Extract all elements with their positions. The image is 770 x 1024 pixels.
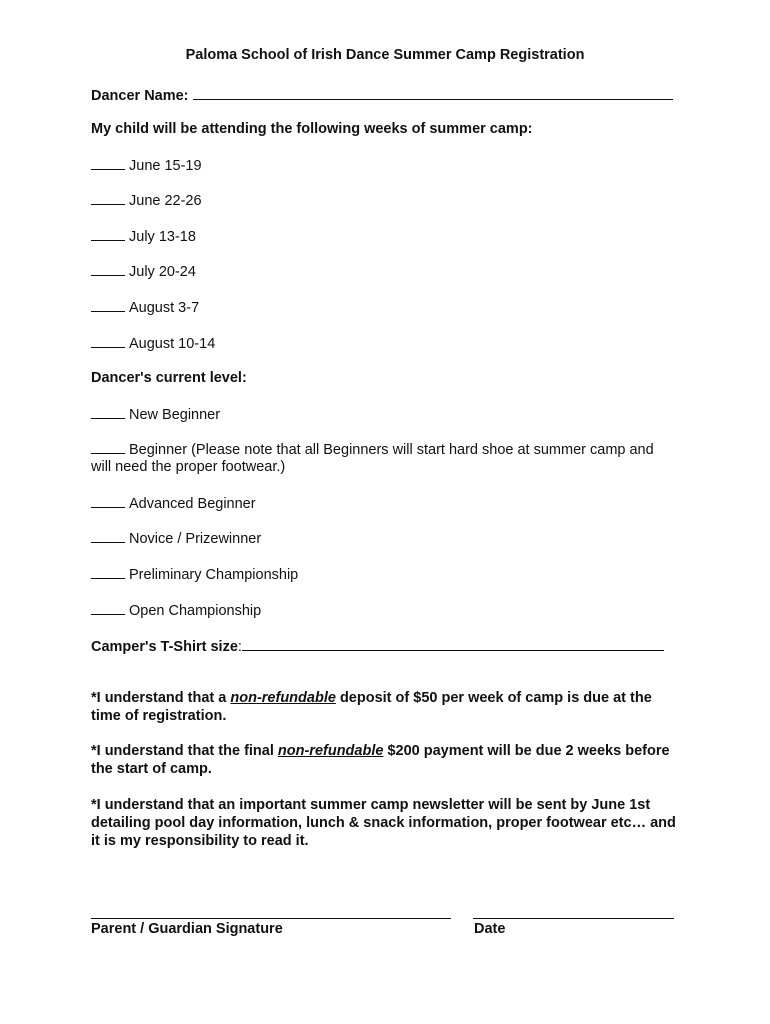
level-label: Novice / Prizewinner [129,531,262,547]
week-label: July 20-24 [129,264,196,280]
tshirt-row [91,636,681,656]
week-option [91,155,681,175]
level-option [91,404,681,424]
week-blank[interactable] [91,261,125,276]
date-line[interactable] [473,918,674,919]
week-blank[interactable] [91,155,125,170]
dancer-name-field[interactable] [193,85,673,100]
page-title: Paloma School of Irish Dance Summer Camp Registration [185,47,585,63]
tshirt-colon: : [237,639,242,655]
week-option [91,333,681,353]
week-blank[interactable] [91,190,125,205]
week-option [91,190,681,210]
week-blank[interactable] [91,333,125,348]
week-label: June 22-26 [129,193,202,209]
level-option [91,564,681,584]
statement-text: deposit of $50 per week of camp is due at the time of registration. [91,690,652,724]
level-label: Beginner (Please note that all Beginners will start hard shoe at summer camp and [129,442,654,458]
level-label: Advanced Beginner [129,496,256,512]
statement-final-payment [91,742,681,778]
statement-emphasis: non-refundable [230,690,336,706]
week-option [91,226,681,246]
level-note: will need the proper footwear.) [91,459,286,475]
week-label: June 15-19 [129,158,202,174]
level-blank[interactable] [91,493,125,508]
statement-newsletter: *I understand that an important summer camp newsletter will be sent by June 1st detailing pool day information, lunch & snack information, proper footwear etc… and it is my responsibility to read it. [91,797,676,849]
level-option [91,493,681,513]
week-option [91,297,681,317]
level-label: Preliminary Championship [129,567,299,583]
week-blank[interactable] [91,297,125,312]
level-blank[interactable] [91,439,125,454]
week-label: August 10-14 [129,336,216,352]
week-label: August 3-7 [129,300,200,316]
level-blank[interactable] [91,404,125,419]
dancer-name-label: Dancer Name: [91,88,189,104]
dancer-name-row [91,85,681,105]
statement-emphasis: non-refundable [277,743,384,759]
level-option [91,528,681,548]
tshirt-size-field[interactable] [242,636,664,651]
level-blank[interactable] [91,564,125,579]
level-blank[interactable] [91,600,125,615]
week-blank[interactable] [91,226,125,241]
level-label: Open Championship [129,603,262,619]
signature-line[interactable] [91,918,451,919]
level-option [91,439,681,459]
statement-text: *I understand that the final [91,743,278,759]
level-blank[interactable] [91,528,125,543]
statement-deposit [91,689,681,725]
date-label: Date [474,921,506,937]
signature-label: Parent / Guardian Signature [91,921,283,937]
level-option [91,600,681,620]
statement-text: *I understand that a [91,690,231,706]
level-heading: Dancer's current level: [91,370,247,386]
statement-text: $200 payment will be due 2 weeks before the start of camp. [91,743,670,777]
level-label: New Beginner [129,407,221,423]
tshirt-label: Camper's T-Shirt size [91,639,238,655]
week-label: July 13-18 [129,229,196,245]
week-option [91,261,681,281]
weeks-heading: My child will be attending the following weeks of summer camp: [91,121,533,137]
